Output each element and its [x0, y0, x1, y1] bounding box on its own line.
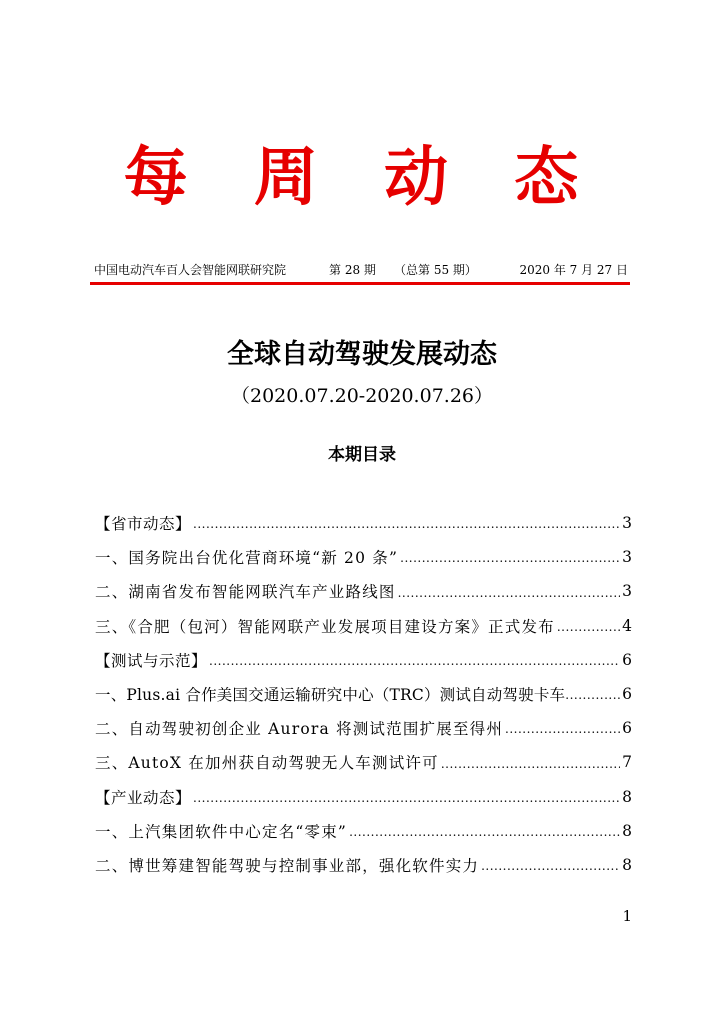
organization-name: 中国电动汽车百人会智能网联研究院	[94, 263, 287, 277]
toc-entry-label: 三、《合肥（包河）智能网联产业发展项目建设方案》正式发布	[95, 617, 555, 636]
date-range: （2020.07.20-2020.07.26）	[231, 385, 493, 407]
toc-entry-page: 4	[622, 616, 632, 635]
toc-entry-label: 三、AutoX 在加州获自动驾驶无人车测试许可	[95, 754, 439, 773]
toc-entry-page: 8	[622, 821, 632, 840]
issue-number: 第 28 期	[329, 263, 376, 277]
toc-heading: 本期目录	[328, 445, 396, 465]
toc-entry[interactable]	[95, 609, 632, 643]
toc-leader-dots	[398, 586, 621, 609]
toc-leader-dots	[209, 654, 620, 677]
total-issue-number: （总第 55 期）	[394, 263, 477, 277]
publish-date: 2020 年 7 月 27 日	[519, 263, 628, 277]
toc-entry-label: 【测试与示范】	[95, 651, 208, 670]
toc-leader-dots	[441, 757, 620, 780]
toc-entry-page: 3	[622, 582, 632, 601]
toc-entry[interactable]	[95, 574, 632, 608]
toc-leader-dots	[565, 688, 622, 711]
table-of-contents	[95, 506, 632, 882]
toc-entry-label: 一、上汽集团软件中心定名“零束”	[95, 822, 348, 841]
info-bar	[94, 260, 628, 282]
toc-entry[interactable]	[95, 711, 632, 745]
toc-entry-page: 6	[622, 719, 632, 738]
toc-entry-label: 二、博世筹建智能驾驶与控制事业部，强化软件实力	[95, 856, 480, 875]
toc-entry-label: 一、Plus.ai 合作美国交通运输研究中心（TRC）测试自动驾驶卡车	[95, 686, 566, 705]
page-number: 1	[622, 907, 632, 925]
toc-entry[interactable]	[95, 643, 632, 677]
toc-entry[interactable]	[95, 848, 632, 882]
header-divider	[90, 282, 630, 285]
toc-entry-page: 3	[622, 548, 632, 567]
toc-entry[interactable]	[95, 540, 632, 574]
toc-entry-page: 6	[622, 685, 632, 704]
toc-entry-label: 二、自动驾驶初创企业 Aurora 将测试范围扩展至得州	[95, 720, 504, 739]
toc-entry[interactable]	[95, 677, 632, 711]
toc-entry-page: 6	[622, 650, 632, 669]
toc-leader-dots	[557, 620, 620, 643]
document-title: 全球自动驾驶发展动态	[227, 339, 497, 370]
toc-leader-dots	[193, 791, 620, 814]
toc-entry-page: 7	[622, 753, 632, 772]
toc-entry-label: 二、湖南省发布智能网联汽车产业路线图	[95, 583, 396, 602]
toc-entry-page: 8	[622, 787, 632, 806]
toc-entry[interactable]	[95, 506, 632, 540]
toc-leader-dots	[505, 722, 620, 745]
toc-entry[interactable]	[95, 814, 632, 848]
toc-leader-dots	[193, 517, 620, 540]
masthead-title: 每 周 动 态	[123, 140, 601, 215]
toc-leader-dots	[349, 825, 620, 848]
toc-entry-label: 一、国务院出台优化营商环境“新 20 条”	[95, 549, 399, 568]
toc-leader-dots	[481, 859, 620, 882]
toc-entry-page: 3	[622, 514, 632, 533]
toc-entry[interactable]	[95, 745, 632, 779]
toc-entry[interactable]	[95, 780, 632, 814]
toc-entry-label: 【省市动态】	[95, 515, 192, 534]
toc-entry-label: 【产业动态】	[95, 788, 192, 807]
toc-entry-page: 8	[622, 855, 632, 874]
toc-leader-dots	[400, 551, 620, 574]
